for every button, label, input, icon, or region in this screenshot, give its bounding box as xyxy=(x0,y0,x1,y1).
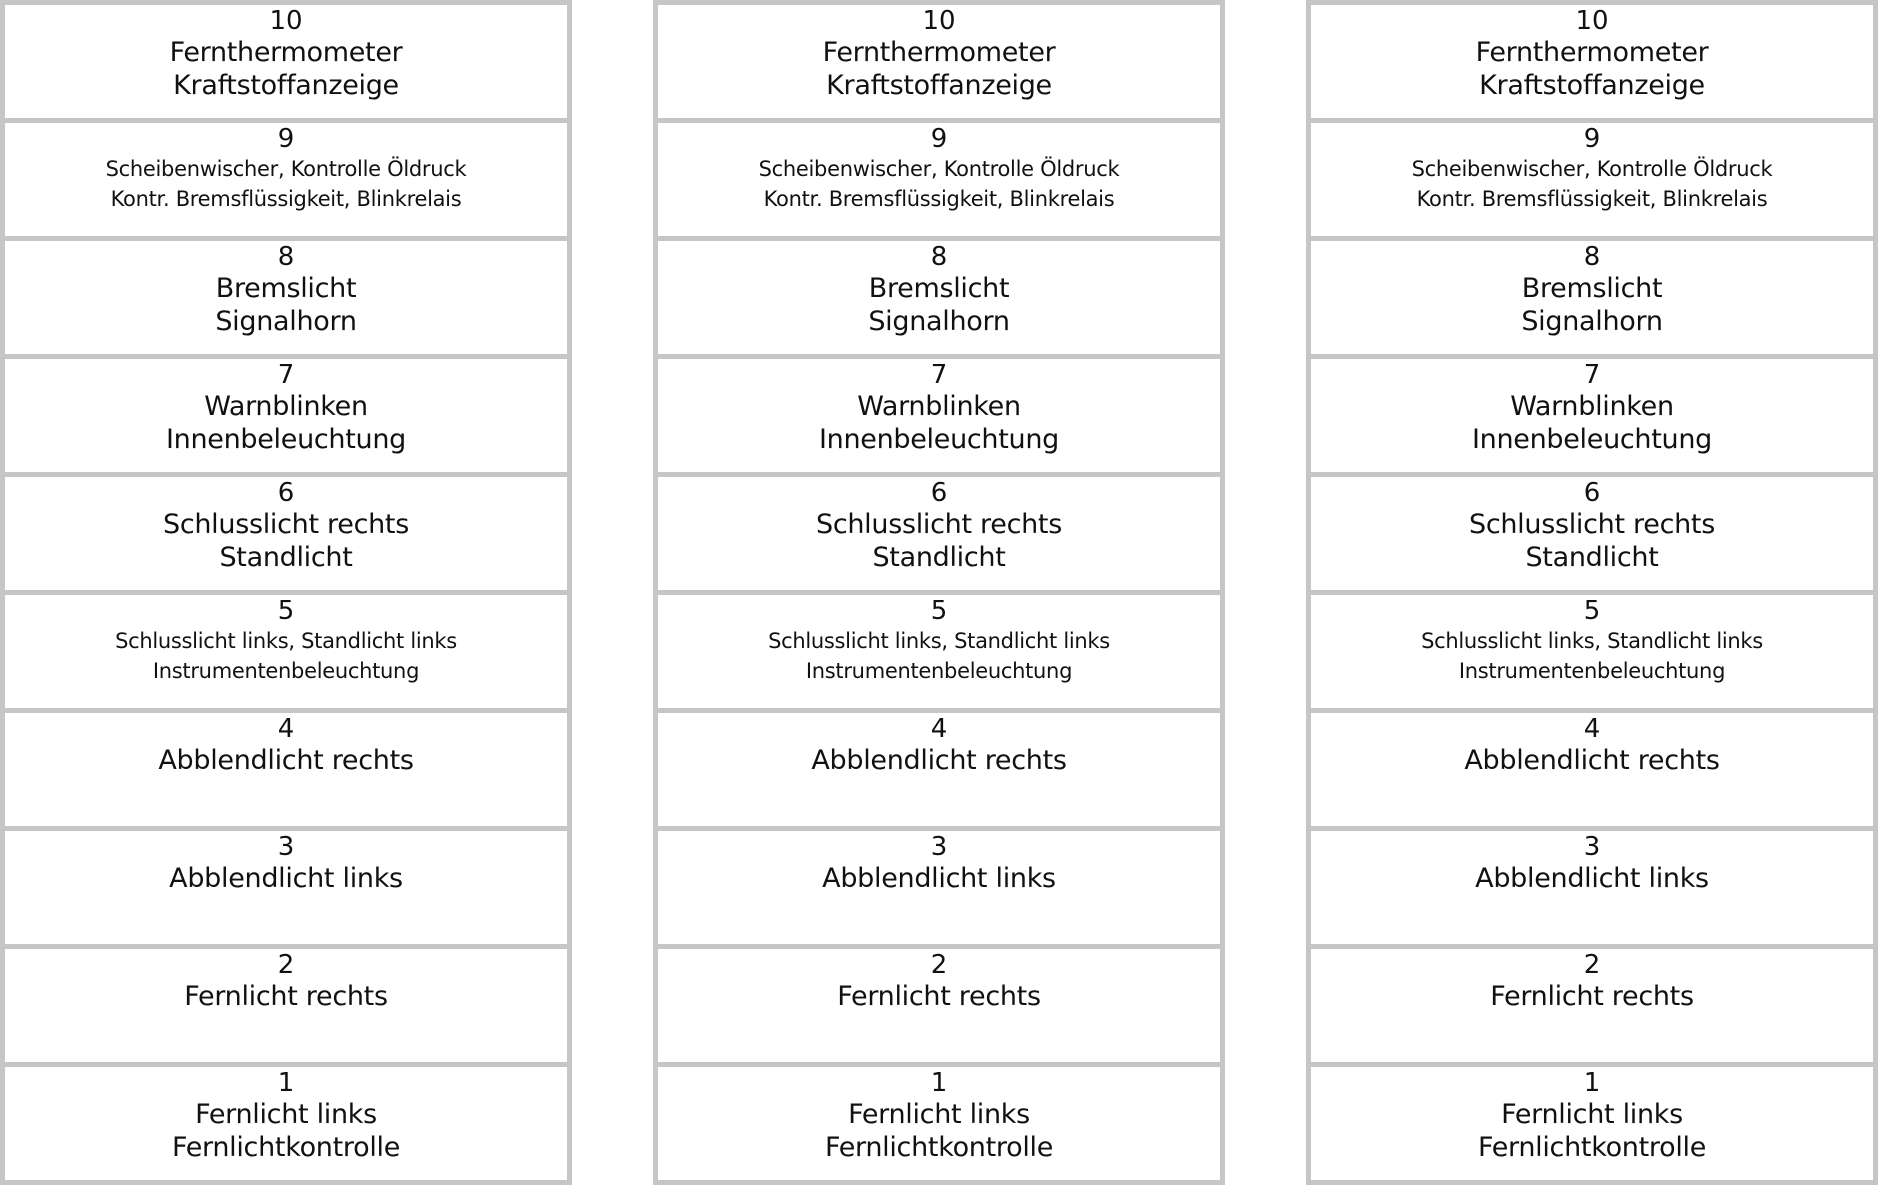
fuse-cell xyxy=(5,831,567,944)
fuse-circuit-label: Kraftstoffanzeige xyxy=(173,70,399,101)
fuse-number: 8 xyxy=(1583,242,1601,272)
fuse-cell xyxy=(5,713,567,826)
fuse-circuit-label: Fernlicht links xyxy=(1501,1099,1683,1130)
fuse-number: 3 xyxy=(277,832,295,862)
fuse-circuit-label: Scheibenwischer, Kontrolle Öldruck xyxy=(758,157,1120,181)
fuse-cell xyxy=(5,123,567,236)
fuse-circuit-label: Standlicht xyxy=(872,542,1006,573)
fuse-circuit-label xyxy=(1588,777,1596,810)
fuse-circuit-label xyxy=(935,777,943,810)
fuse-cell xyxy=(5,949,567,1062)
fuse-circuit-label: Instrumentenbeleuchtung xyxy=(1458,659,1726,683)
fuse-cell xyxy=(1311,241,1873,354)
fuse-number: 10 xyxy=(1575,6,1609,36)
fuse-circuit-label xyxy=(935,895,943,928)
fuse-circuit-label: Fernlicht rechts xyxy=(837,981,1041,1012)
fuse-cell xyxy=(5,359,567,472)
fuse-circuit-label: Fernlichtkontrolle xyxy=(171,1132,401,1163)
fuse-cell xyxy=(658,713,1220,826)
fuse-circuit-label: Kraftstoffanzeige xyxy=(826,70,1052,101)
fuse-circuit-label: Abblendlicht rechts xyxy=(158,745,414,776)
fuse-circuit-label: Kontr. Bremsflüssigkeit, Blinkrelais xyxy=(110,187,462,211)
fuse-cell xyxy=(5,241,567,354)
fuse-cell xyxy=(5,5,567,118)
fuse-circuit-label: Fernlicht rechts xyxy=(184,981,388,1012)
fuse-cell xyxy=(1311,713,1873,826)
fuse-circuit-label: Fernlicht links xyxy=(848,1099,1030,1130)
fuse-circuit-label: Fernthermometer xyxy=(1475,37,1709,68)
fuse-circuit-label: Abblendlicht rechts xyxy=(811,745,1067,776)
fuse-circuit-label: Instrumentenbeleuchtung xyxy=(152,659,420,683)
fuse-circuit-label: Abblendlicht links xyxy=(169,863,403,894)
fuse-circuit-label: Bremslicht xyxy=(215,273,357,304)
fuse-circuit-label: Warnblinken xyxy=(204,391,368,422)
fuse-cell xyxy=(5,595,567,708)
fuse-circuit-label: Fernthermometer xyxy=(822,37,1056,68)
fuse-number: 5 xyxy=(277,596,295,626)
fuse-circuit-label: Fernlichtkontrolle xyxy=(824,1132,1054,1163)
fuse-circuit-label xyxy=(935,1013,943,1046)
fuse-circuit-label: Abblendlicht links xyxy=(822,863,1056,894)
fuse-circuit-label: Signalhorn xyxy=(1521,306,1663,337)
fuse-cell xyxy=(658,477,1220,590)
fuse-cell xyxy=(1311,359,1873,472)
fuse-circuit-label: Instrumentenbeleuchtung xyxy=(805,659,1073,683)
fuse-column-1 xyxy=(0,0,572,1185)
fuse-number: 2 xyxy=(930,950,948,980)
fuse-circuit-label xyxy=(282,777,290,810)
fuse-cell xyxy=(1311,595,1873,708)
fuse-number: 6 xyxy=(930,478,948,508)
fuse-circuit-label xyxy=(1588,1013,1596,1046)
fuse-circuit-label: Schlusslicht rechts xyxy=(815,509,1062,540)
fuse-circuit-label: Abblendlicht links xyxy=(1475,863,1709,894)
fuse-number: 1 xyxy=(930,1068,948,1098)
fuse-circuit-label: Bremslicht xyxy=(1521,273,1663,304)
fuse-cell xyxy=(1311,1067,1873,1180)
fuse-number: 7 xyxy=(277,360,295,390)
fuse-cell xyxy=(1311,123,1873,236)
fuse-circuit-label: Fernlicht links xyxy=(195,1099,377,1130)
fuse-circuit-label: Fernthermometer xyxy=(169,37,403,68)
fuse-number: 4 xyxy=(930,714,948,744)
fuse-circuit-label: Signalhorn xyxy=(868,306,1010,337)
fuse-number: 9 xyxy=(1583,124,1601,154)
fuse-circuit-label: Schlusslicht rechts xyxy=(162,509,409,540)
fuse-number: 4 xyxy=(277,714,295,744)
fuse-number: 5 xyxy=(930,596,948,626)
fuse-cell xyxy=(658,5,1220,118)
fuse-cell xyxy=(658,241,1220,354)
fuse-circuit-label: Innenbeleuchtung xyxy=(166,424,406,455)
fuse-circuit-label xyxy=(1588,895,1596,928)
fuse-number: 6 xyxy=(1583,478,1601,508)
fuse-number: 2 xyxy=(277,950,295,980)
fuse-circuit-label: Signalhorn xyxy=(215,306,357,337)
fuse-circuit-label: Warnblinken xyxy=(1510,391,1674,422)
fuse-cell xyxy=(5,1067,567,1180)
fuse-cell xyxy=(1311,831,1873,944)
fuse-circuit-label: Scheibenwischer, Kontrolle Öldruck xyxy=(105,157,467,181)
fuse-number: 4 xyxy=(1583,714,1601,744)
fuse-circuit-label: Innenbeleuchtung xyxy=(1472,424,1712,455)
fuse-circuit-label xyxy=(282,895,290,928)
fuse-number: 1 xyxy=(277,1068,295,1098)
fuse-number: 2 xyxy=(1583,950,1601,980)
fuse-cell xyxy=(658,949,1220,1062)
fuse-circuit-label: Fernlicht rechts xyxy=(1490,981,1694,1012)
fuse-circuit-label: Schlusslicht links, Standlicht links xyxy=(768,629,1110,653)
fuse-circuit-label: Abblendlicht rechts xyxy=(1464,745,1720,776)
fuse-cell xyxy=(658,595,1220,708)
fuse-number: 10 xyxy=(269,6,303,36)
fuse-column-2 xyxy=(653,0,1225,1185)
fuse-cell xyxy=(1311,5,1873,118)
fuse-circuit-label: Kontr. Bremsflüssigkeit, Blinkrelais xyxy=(1416,187,1768,211)
fuse-number: 1 xyxy=(1583,1068,1601,1098)
fuse-cell xyxy=(658,831,1220,944)
fuse-cell xyxy=(1311,477,1873,590)
fuse-circuit-label: Warnblinken xyxy=(857,391,1021,422)
fuse-cell xyxy=(658,123,1220,236)
fuse-circuit-label: Kraftstoffanzeige xyxy=(1479,70,1705,101)
fuse-number: 8 xyxy=(277,242,295,272)
fuse-cell xyxy=(5,477,567,590)
fuse-number: 3 xyxy=(1583,832,1601,862)
fuse-number: 9 xyxy=(277,124,295,154)
fuse-cell xyxy=(658,1067,1220,1180)
fuse-number: 7 xyxy=(1583,360,1601,390)
fuse-circuit-label: Fernlichtkontrolle xyxy=(1477,1132,1707,1163)
fuse-column-3 xyxy=(1306,0,1878,1185)
fuse-number: 3 xyxy=(930,832,948,862)
fuse-number: 8 xyxy=(930,242,948,272)
fuse-cell xyxy=(658,359,1220,472)
fuse-circuit-label: Schlusslicht rechts xyxy=(1468,509,1715,540)
fuse-number: 9 xyxy=(930,124,948,154)
fuse-circuit-label: Schlusslicht links, Standlicht links xyxy=(115,629,457,653)
fuse-number: 5 xyxy=(1583,596,1601,626)
fuse-circuit-label: Standlicht xyxy=(1525,542,1659,573)
fuse-circuit-label: Kontr. Bremsflüssigkeit, Blinkrelais xyxy=(763,187,1115,211)
fuse-number: 10 xyxy=(922,6,956,36)
fuse-circuit-label: Schlusslicht links, Standlicht links xyxy=(1421,629,1763,653)
fuse-circuit-label: Scheibenwischer, Kontrolle Öldruck xyxy=(1411,157,1773,181)
fuse-cell xyxy=(1311,949,1873,1062)
fuse-circuit-label xyxy=(282,1013,290,1046)
fuse-circuit-label: Standlicht xyxy=(219,542,353,573)
fuse-circuit-label: Innenbeleuchtung xyxy=(819,424,1059,455)
fuse-circuit-label: Bremslicht xyxy=(868,273,1010,304)
fuse-number: 7 xyxy=(930,360,948,390)
fuse-number: 6 xyxy=(277,478,295,508)
